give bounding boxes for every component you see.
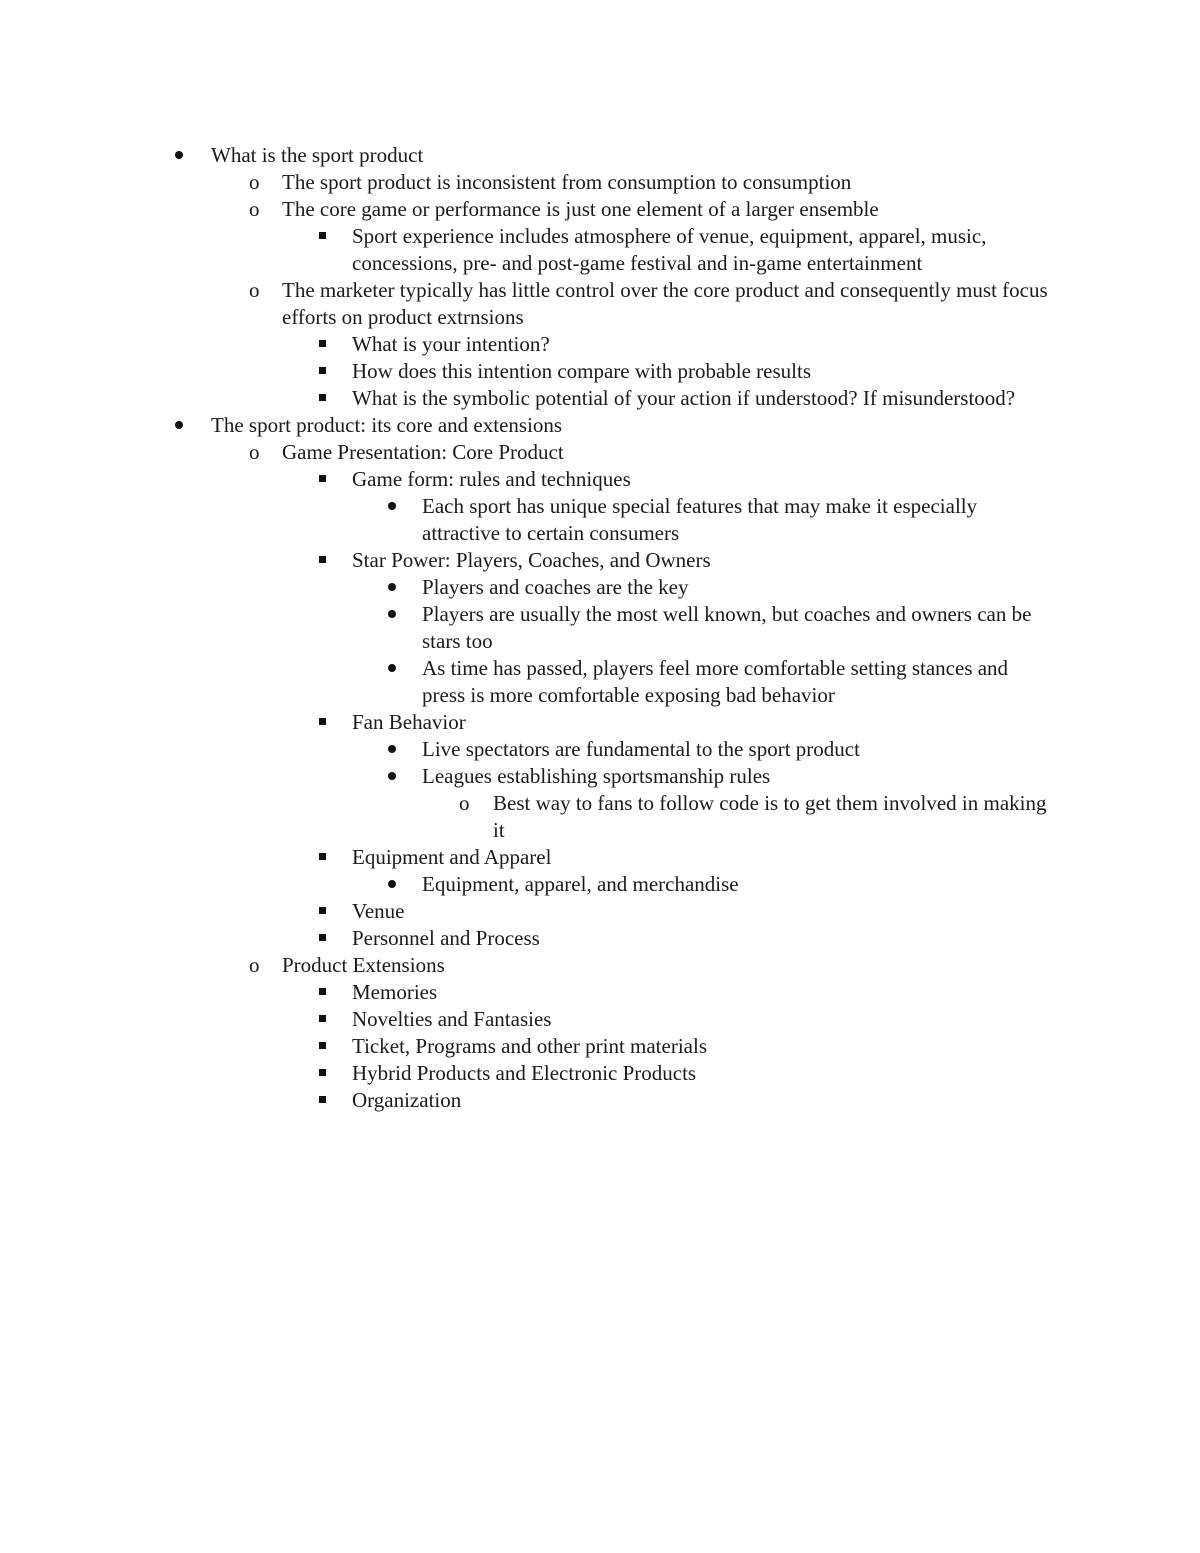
list-item-text: Product Extensions — [282, 953, 445, 977]
list-item — [0, 1087, 1056, 1114]
list-item — [0, 952, 1056, 979]
list-item — [0, 1033, 1056, 1060]
list-item — [0, 331, 1056, 358]
list-item-text: What is the sport product — [211, 143, 424, 167]
list-item — [0, 871, 1056, 898]
list-item-text: Equipment and Apparel — [352, 845, 552, 869]
list-item-text: Venue — [352, 899, 405, 923]
list-item — [0, 439, 1056, 466]
list-item-text: Hybrid Products and Electronic Products — [352, 1061, 697, 1085]
list-item-text: What is the symbolic potential of your action if understood? If misunderstood? — [352, 386, 1016, 410]
list-marker: o — [249, 278, 260, 302]
list-marker: o — [249, 953, 260, 977]
list-item — [0, 709, 1056, 736]
list-item — [0, 655, 1056, 709]
list-item — [0, 358, 1056, 385]
list-item-text: Sport experience includes atmosphere of venue, equipment, apparel, music, concessions, pre- and post-game festival and in-game entertainment — [352, 224, 987, 275]
list-marker: o — [249, 197, 260, 221]
list-item-text: Personnel and Process — [352, 926, 540, 950]
list-item-text: Each sport has unique special features that may make it especially attractive to certain consumers — [422, 494, 978, 545]
list-item — [0, 1006, 1056, 1033]
list-item — [0, 1060, 1056, 1087]
list-item-text: What is your intention? — [352, 332, 550, 356]
list-item-text: Organization — [352, 1088, 462, 1112]
list-item-text: Novelties and Fantasies — [352, 1007, 552, 1031]
list-item — [0, 763, 1056, 790]
list-item — [0, 898, 1056, 925]
list-item — [0, 979, 1056, 1006]
list-marker: o — [459, 791, 470, 815]
list-item — [0, 736, 1056, 763]
list-item — [0, 223, 1056, 277]
list-item — [0, 466, 1056, 493]
list-marker: o — [249, 170, 260, 194]
list-item-text: As time has passed, players feel more comfortable setting stances and press is more comfortable exposing bad behavior — [422, 656, 1009, 707]
list-item-text: Fan Behavior — [352, 710, 466, 734]
list-item-text: The marketer typically has little control over the core product and consequently must focus efforts on product extrnsions — [282, 278, 1048, 329]
list-item-text: Game Presentation: Core Product — [282, 440, 564, 464]
list-item — [0, 277, 1056, 331]
list-item-text: Memories — [352, 980, 438, 1004]
list-item-text: Star Power: Players, Coaches, and Owners — [352, 548, 711, 572]
list-item-text: The core game or performance is just one element of a larger ensemble — [282, 197, 879, 221]
list-item-text: Equipment, apparel, and merchandise — [422, 872, 739, 896]
list-item-text: Best way to fans to follow code is to get them involved in making it — [493, 791, 1047, 842]
list-item-text: How does this intention compare with probable results — [352, 359, 811, 383]
list-item — [0, 844, 1056, 871]
list-item-text: Ticket, Programs and other print materials — [352, 1034, 707, 1058]
outline-list — [0, 142, 1200, 1114]
list-item-text: The sport product: its core and extensions — [211, 413, 563, 437]
list-item — [0, 142, 1056, 169]
list-item-text: Players are usually the most well known, but coaches and owners can be stars too — [422, 602, 1032, 653]
list-item — [0, 925, 1056, 952]
list-item — [0, 574, 1056, 601]
list-item-text: The sport product is inconsistent from consumption to consumption — [282, 170, 852, 194]
list-item — [0, 196, 1056, 223]
list-item — [0, 412, 1056, 439]
list-item — [0, 547, 1056, 574]
list-item — [0, 385, 1056, 412]
list-item-text: Game form: rules and techniques — [352, 467, 631, 491]
list-item-text: Players and coaches are the key — [422, 575, 689, 599]
list-marker: o — [249, 440, 260, 464]
list-item-text: Leagues establishing sportsmanship rules — [422, 764, 771, 788]
list-item — [0, 601, 1056, 655]
list-item-text: Live spectators are fundamental to the sport product — [422, 737, 860, 761]
list-item — [0, 493, 1056, 547]
list-item — [0, 790, 1056, 844]
list-item — [0, 169, 1056, 196]
